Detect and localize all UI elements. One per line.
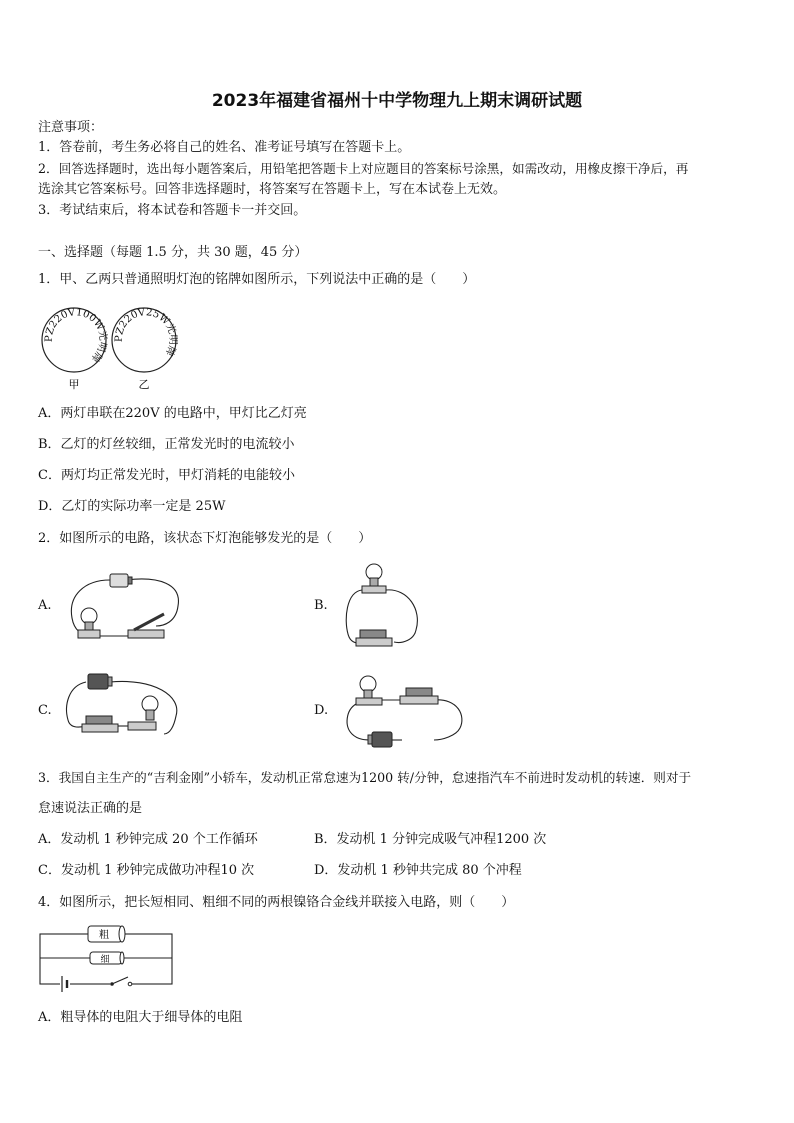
switch-symbol-icon (110, 976, 132, 988)
circuit-a (64, 566, 184, 644)
circuit-c (64, 666, 184, 750)
q2-label-c: C. (38, 703, 52, 718)
q3-option-c: C．发动机 1 秒钟完成做功冲程10 次 (38, 863, 255, 878)
notice-item-1: 1．答卷前，考生务必将自己的姓名、准考证号填写在答题卡上。 (38, 140, 411, 155)
bulb-nameplates-figure (38, 300, 198, 392)
q1-option-a: A．两灯串联在220V 的电路中，甲灯比乙灯亮 (38, 406, 307, 421)
q4-option-a: A．粗导体的电阻大于细导体的电阻 (38, 1010, 243, 1025)
notice-item-2-cont: 选涂其它答案标号。回答非选择题时，将答案写在答题卡上，写在本试卷上无效。 (38, 182, 507, 197)
q1-stem: 1．甲、乙两只普通照明灯泡的铭牌如图所示，下列说法中正确的是（ ） (38, 272, 476, 287)
q4-stem: 4．如图所示，把长短相同、粗细不同的两根镍铬合金线并联接入电路，则（ ） (38, 895, 515, 910)
notice-item-2: 2．回答选择题时，选出每小题答案后，用铅笔把答题卡上对应题目的答案标号涂黑，如需改动，用橡皮擦干净后，再 (38, 161, 689, 176)
circuit-d (342, 670, 468, 754)
q1-option-d: D．乙灯的实际功率一定是 25W (38, 499, 226, 514)
thin-wire-label: 细 (100, 955, 110, 965)
bulb-icon (128, 696, 158, 730)
thick-wire-label: 粗 (99, 930, 109, 941)
q3-stem-cont: 怠速说法正确的是 (38, 801, 143, 816)
q2-stem: 2．如图所示的电路，该状态下灯泡能够发光的是（ ） (38, 531, 372, 546)
q3-stem: 3．我国自主生产的“吉利金刚”小轿车，发动机正常怠速为1200 转/分钟，怠速指汽车不前进时发动机的转速．则对于 (38, 770, 692, 785)
notice-item-3: 3．考试结束后，将本试卷和答题卡一并交回。 (38, 203, 307, 218)
q3-option-a: A．发动机 1 秒钟完成 20 个工作循环 (38, 832, 258, 847)
switch-closed-icon (356, 630, 392, 646)
nameplate-jia-text: PZ220V100W光明牌 (43, 307, 109, 364)
switch-closed-icon (82, 716, 118, 732)
battery-icon (368, 732, 392, 747)
battery-icon (110, 574, 132, 587)
section-heading: 一、选择题（每题 1.5 分，共 30 题，45 分） (38, 245, 308, 260)
bulb-icon (362, 564, 386, 593)
q1-option-b: B．乙灯的灯丝较细，正常发光时的电流较小 (38, 437, 295, 452)
q2-label-d: D. (314, 703, 329, 718)
q2-label-b: B. (314, 598, 328, 613)
q3-option-b: B．发动机 1 分钟完成吸气冲程1200 次 (314, 832, 547, 847)
bulb-icon (78, 608, 100, 638)
battery-symbol-icon (60, 976, 70, 992)
caption-yi: 乙 (138, 378, 150, 391)
caption-jia: 甲 (68, 378, 80, 391)
parallel-wires-circuit (36, 918, 176, 1000)
nameplate-yi-text: PZ220V25W光明牌 (113, 307, 178, 358)
q2-label-a: A. (38, 598, 52, 613)
switch-closed-icon (400, 688, 438, 704)
circuit-b (342, 560, 422, 652)
q3-option-d: D．发动机 1 秒钟共完成 80 个冲程 (314, 863, 522, 878)
bulb-icon (356, 676, 382, 705)
q1-option-c: C．两灯均正常发光时，甲灯消耗的电能较小 (38, 468, 295, 483)
battery-icon (88, 674, 112, 689)
notice-heading: 注意事项： (38, 120, 104, 135)
page-title: 2023年福建省福州十中学物理九上期末调研试题 (211, 91, 583, 111)
